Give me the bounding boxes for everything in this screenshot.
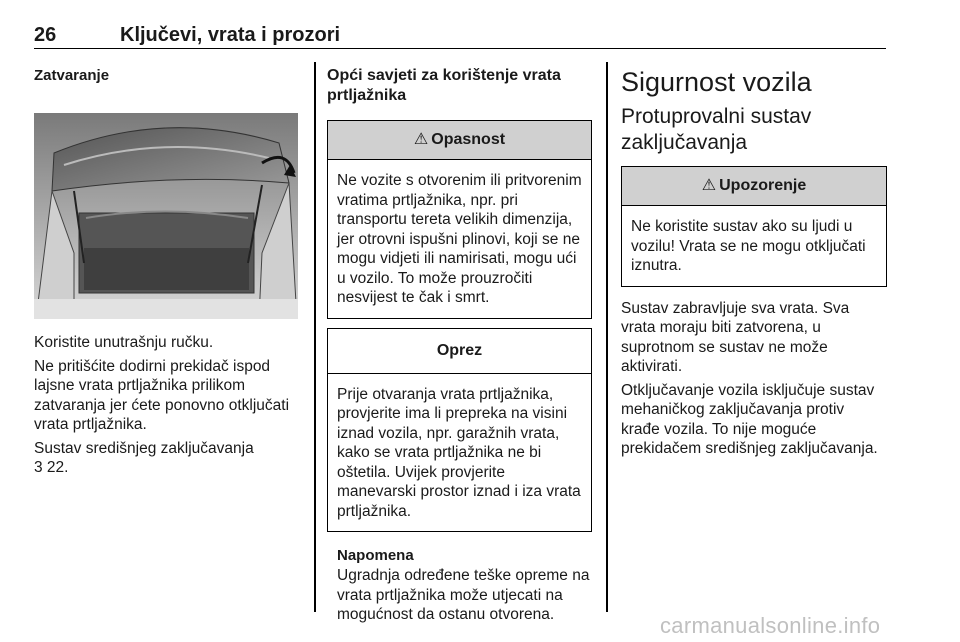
note-block <box>337 546 592 625</box>
danger-title: Opasnost <box>431 131 506 148</box>
watermark: carmanualsonline.info <box>660 613 881 638</box>
danger-box-header <box>328 121 591 160</box>
subsection-title: Protuprovalni sustav zaključavanja <box>621 105 812 154</box>
warning-triangle-icon: ⚠ <box>413 131 429 148</box>
tailgate-photo <box>34 113 298 319</box>
danger-box <box>327 120 592 319</box>
page-number: 26 <box>34 24 57 46</box>
warning-text: Ne koristite sustav ako su ljudi u vozilu! Vrata se ne mogu otključati iznutra. <box>631 218 866 274</box>
column-vehicle-security <box>621 66 887 463</box>
warning-triangle-icon: ⚠ <box>701 177 717 194</box>
warning-box-header <box>622 167 886 206</box>
section-heading-closing: Zatvaranje <box>34 67 110 84</box>
paragraph: Sustav središnjeg zaključavanja <box>34 439 254 457</box>
column-divider <box>606 62 608 612</box>
column-closing <box>34 66 300 482</box>
page-reference-link[interactable]: 3 22. <box>34 459 69 476</box>
section-title: Sigurnost vozila <box>621 67 812 97</box>
paragraph: Otključavanje vozila isključuje sustav mehaničkog zaključavanja protiv krađe vozila. To nije moguće prekidačem središnjeg zaključavanja. <box>621 381 878 457</box>
column-tailgate-advice <box>327 66 592 629</box>
paragraph: Sustav zabravljuje sva vrata. Sva vrata moraju biti zatvorena, u suprotnom se sustav ne može aktivirati. <box>621 299 850 375</box>
warning-title: Upozorenje <box>719 177 807 194</box>
page-header <box>34 22 886 49</box>
paragraph: Ne pritišćite dodirni prekidač ispod lajsne vrata prtljažnika prilikom zatvaranja jer ćete ponovno otključati vrata prtljažnika. <box>34 357 290 433</box>
note-title: Napomena <box>337 547 414 564</box>
caution-text: Prije otvaranja vrata prtljažnika, provjerite ima li prepreka na visini iznad vozila, npr. garažnih vrata, kako se vrata prtljažnika ne bi oštetila. Uvijek provjerite manevarski prostor iznad i iza vrata prtljažnika. <box>337 385 581 520</box>
page-title: Ključevi, vrata i prozori <box>120 24 341 46</box>
note-text: Ugradnja određene teške opreme na vrata prtljažnika može utjecati na mogućnost da ostanu otvorena. <box>337 567 590 623</box>
section-heading-advice: Opći savjeti za korištenje vrata prtljažnika <box>327 67 561 104</box>
caution-title: Oprez <box>328 329 591 374</box>
caution-box <box>327 328 592 533</box>
paragraph: Koristite unutrašnju ručku. <box>34 334 214 351</box>
column-divider <box>314 62 316 612</box>
danger-text: Ne vozite s otvorenim ili pritvorenim vratima prtljažnika, npr. pri transportu tereta velikih dimenzija, jer otrovni ispušni plinovi, koji se ne mogu vidjeti ili namirisati, mogu ući u vozilo. To može prouzročiti nesvijest te čak i smrt. <box>337 172 582 306</box>
warning-box <box>621 166 887 287</box>
